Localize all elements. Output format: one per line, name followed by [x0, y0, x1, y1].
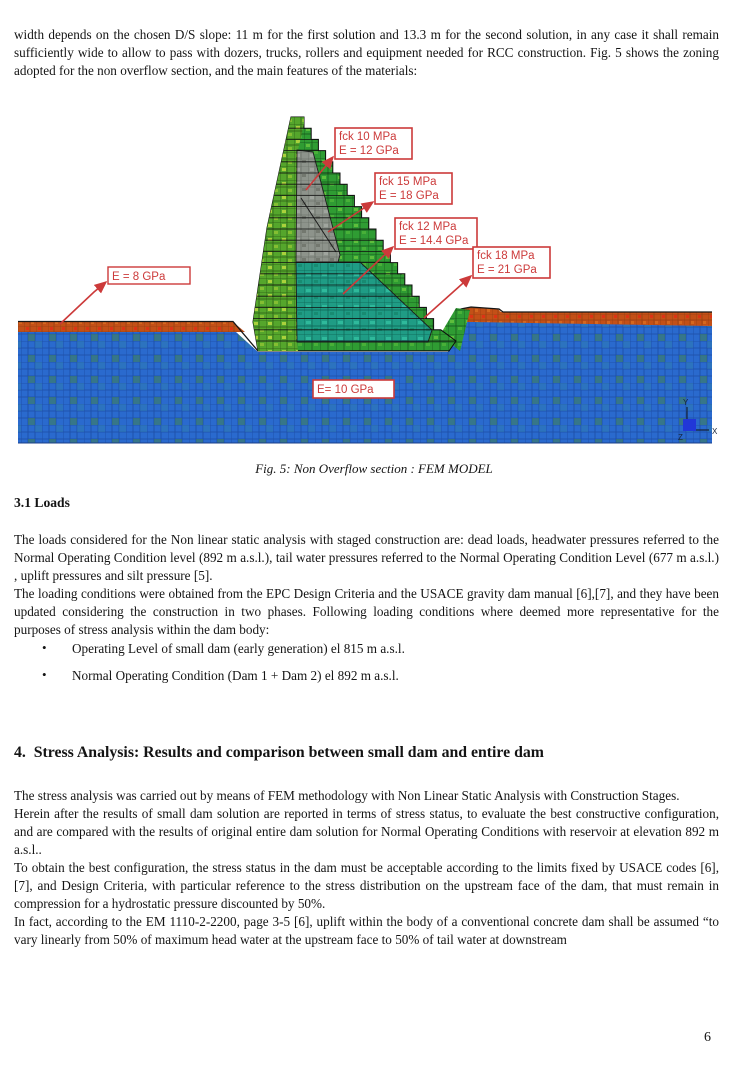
- label-zone-fck15: [375, 173, 452, 204]
- stress-paragraph-3: To obtain the best configuration, the stress status in the dam must be acceptable according to the limits fixed by USACE codes [6],[7], and Design Criteria, with particular reference to the stress distribution on the upstream face of the dam, that must remain in compression for a hydrostatic pressure discounted by 50%.: [14, 860, 719, 911]
- label-zone3-line1: fck 12 MPa: [399, 221, 457, 233]
- page-number: 6: [704, 1030, 711, 1045]
- bullet-icon: •: [42, 640, 47, 655]
- stress-paragraph-4: In fact, according to the EM 1110-2-2200, page 3-5 [6], uplift within the body of a conventional concrete dam shall be assumed “to vary linearly from 50% of maximum head water at the upstream face to 50% of tail water at downstream: [14, 914, 719, 947]
- intro-paragraph: width depends on the chosen D/S slope: 11 m for the first solution and 13.3 m for the second solution, in any case it shall remain sufficiently wide to allow to pass with dozers, trucks, rollers and equipment needed for RCC construction. Fig. 5 shows the zoning adopted for the non overflow section, and the main features of the materials:: [14, 27, 719, 78]
- label-foundation-text: E= 10 GPa: [317, 384, 374, 396]
- loads-paragraph-1: The loads considered for the Non linear static analysis with staged construction are: dead loads, headwater pressures referred to the Normal Operating Condition level (892 m a.s.l.), tail water pressures referred to the Normal Operating Condition Level (677 m a.s.l.) , uplift pressures and silt pressure [5].: [14, 532, 719, 583]
- label-zone2-line2: E = 18 GPa: [379, 190, 439, 202]
- label-zone-fck12: [395, 218, 477, 249]
- bullet-icon: •: [42, 667, 47, 682]
- label-rock-surface: [108, 267, 190, 284]
- axis-x-label: X: [712, 427, 718, 436]
- label-zone1-line2: E = 12 GPa: [339, 145, 399, 157]
- label-zone4-line2: E = 21 GPa: [477, 264, 537, 276]
- loads-bullet-list: [14, 640, 719, 694]
- stress-paragraphs: [14, 787, 719, 949]
- section-heading-loads: 3.1 Loads: [14, 495, 70, 510]
- arrow-rock-surface: [60, 282, 106, 324]
- label-rock-surface-text: E = 8 GPa: [112, 271, 166, 283]
- fem-model-figure: [0, 110, 748, 450]
- label-zone3-line2: E = 14.4 GPa: [399, 235, 469, 247]
- label-foundation: [313, 380, 394, 398]
- label-zone-fck10: [335, 128, 412, 159]
- loads-paragraphs: [14, 531, 719, 639]
- stress-paragraph-1: The stress analysis was carried out by means of FEM methodology with Non Linear Static Analysis with Construction Stages.: [14, 788, 680, 803]
- bullet-text: Normal Operating Condition (Dam 1 + Dam 2) el 892 m a.s.l.: [72, 668, 399, 683]
- list-item: [14, 640, 719, 667]
- stress-paragraph-2: Herein after the results of small dam solution are reported in terms of stress status, to evaluate the best constructive configuration, and are compared with the results of original entire dam solution for Normal Operating Conditions with reservoir at elevation 892 m a.s.l..: [14, 806, 719, 857]
- list-item: [14, 667, 719, 694]
- section-heading-stress: 4. Stress Analysis: Results and comparison between small dam and entire dam: [14, 744, 544, 761]
- loads-paragraph-2: The loading conditions were obtained from the EPC Design Criteria and the USACE gravity dam manual [6],[7], and they have been updated considering the construction in two phases. Following loading conditions where deemed more representative for the purposes of stress analysis within the dam body:: [14, 586, 719, 637]
- axis-y-label: Y: [683, 398, 689, 407]
- label-zone-fck18: [473, 247, 550, 278]
- fem-model-svg: [0, 110, 748, 450]
- bullet-text: Operating Level of small dam (early generation) el 815 m a.s.l.: [72, 641, 405, 656]
- label-zone4-line1: fck 18 MPa: [477, 250, 535, 262]
- label-zone2-line1: fck 15 MPa: [379, 176, 437, 188]
- label-zone1-line1: fck 10 MPa: [339, 131, 397, 143]
- axis-z-label: Z: [678, 433, 683, 442]
- figure-caption: Fig. 5: Non Overflow section : FEM MODEL: [255, 461, 493, 476]
